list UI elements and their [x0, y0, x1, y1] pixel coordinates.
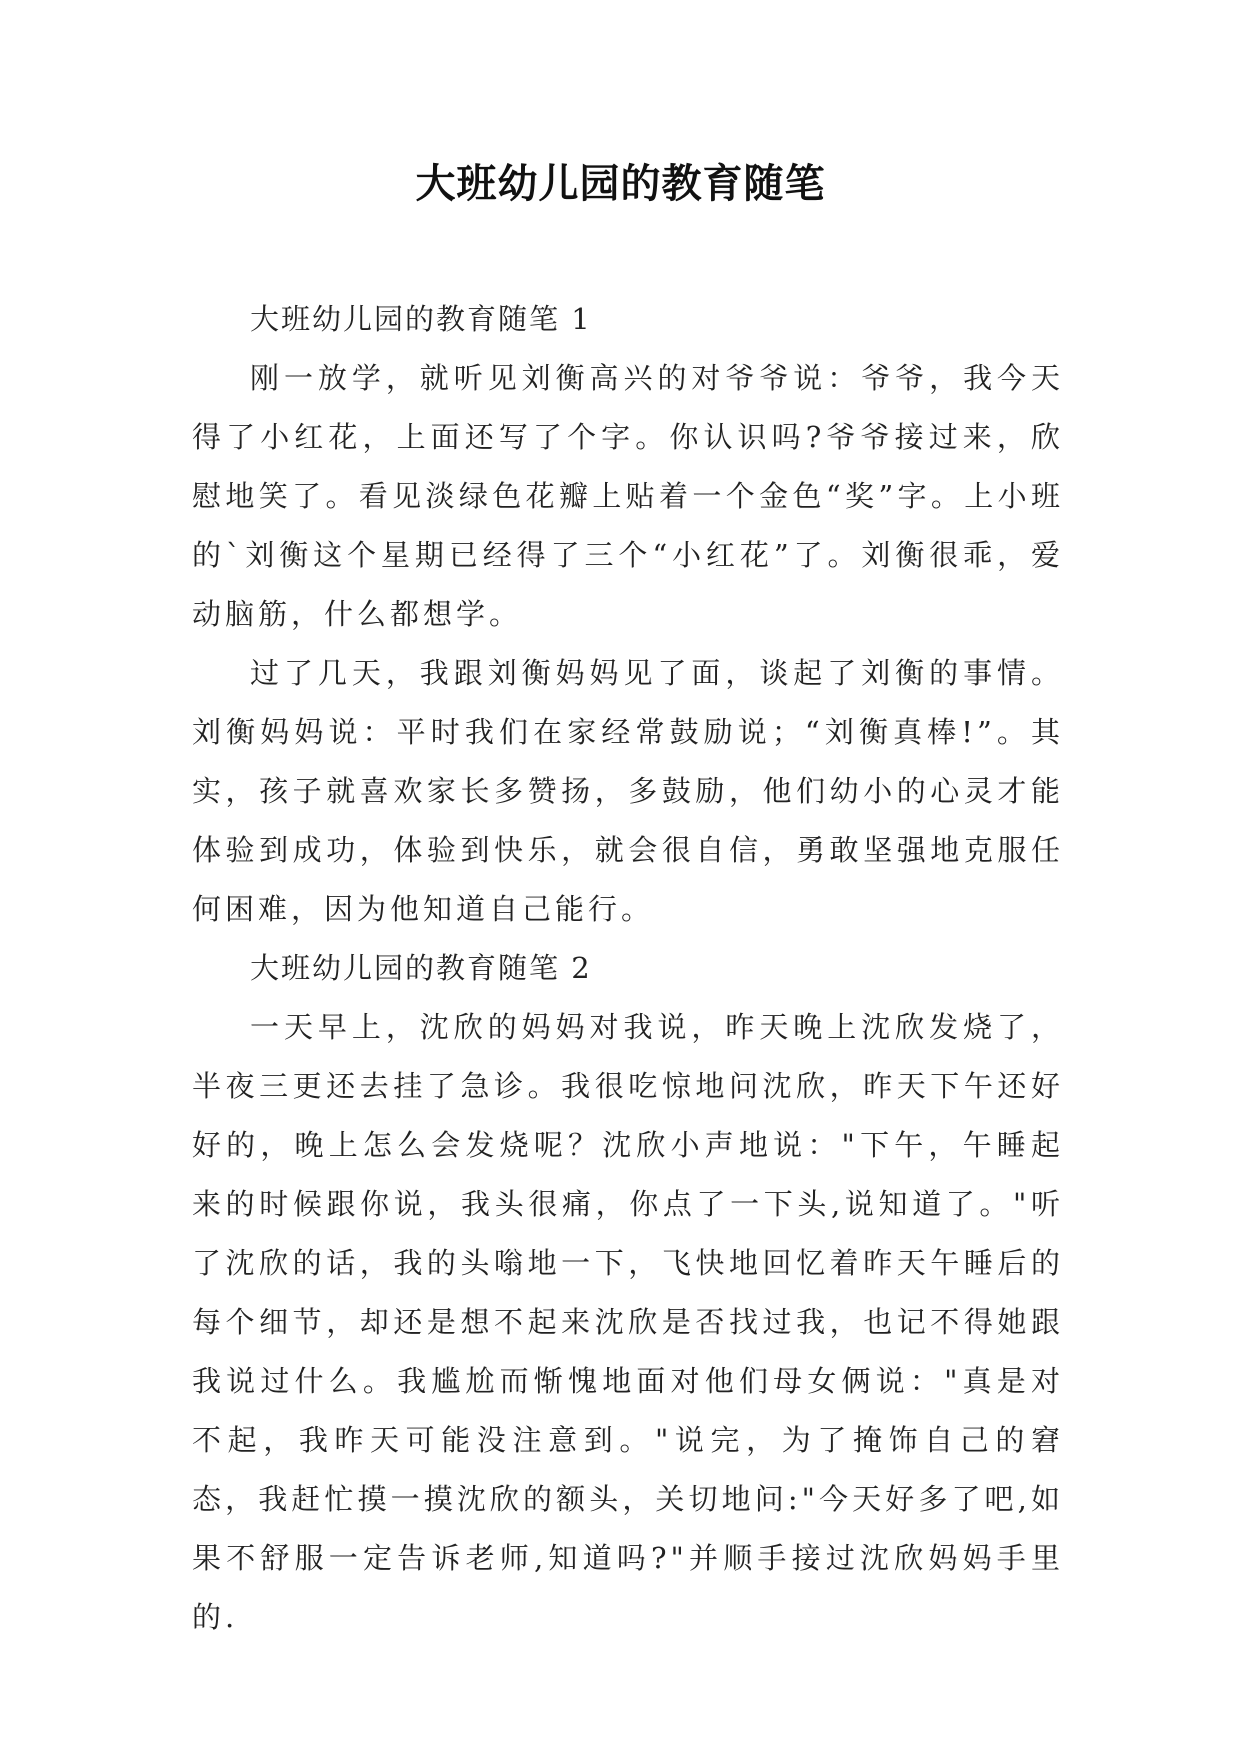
section-heading-2: 大班幼儿园的教育随笔 2 [250, 951, 592, 985]
paragraph: 过了几天，我跟刘衡妈妈见了面，谈起了刘衡的事情。刘衡妈妈说：平时我们在家经常鼓励说；“刘衡真棒!”。其实，孩子就喜欢家长多赞扬，多鼓励，他们幼小的心灵才能体验到成功，体验到快乐，就会很自信，勇敢坚强地克服任何困难，因为他知道自己能行。 [192, 656, 1064, 926]
paragraph: 一天早上，沈欣的妈妈对我说，昨天晚上沈欣发烧了，半夜三更还去挂了急诊。我很吃惊地问沈欣，昨天下午还好好的，晚上怎么会发烧呢？沈欣小声地说："下午，午睡起来的时候跟你说，我头很痛，你点了一下头,说知道了。"听了沈欣的话，我的头嗡地一下，飞快地回忆着昨天午睡后的每个细节，却还是想不起来沈欣是否找过我，也记不得她跟我说过什么。我尴尬而惭愧地面对他们母女俩说："真是对不起，我昨天可能没注意到。"说完，为了掩饰自己的窘态，我赶忙摸一摸沈欣的额头，关切地问:"今天好多了吧,如果不舒服一定告诉老师,知道吗?"并顺手接过沈欣妈妈手里的. [192, 1010, 1064, 1634]
section-heading-1: 大班幼儿园的教育随笔 1 [250, 302, 592, 336]
paragraph: 刚一放学，就听见刘衡高兴的对爷爷说：爷爷，我今天得了小红花，上面还写了个字。你认识吗?爷爷接过来，欣慰地笑了。看见淡绿色花瓣上贴着一个金色“奖”字。上小班的`刘衡这个星期已经得了三个“小红花”了。刘衡很乖，爱动脑筋，什么都想学。 [192, 361, 1064, 631]
document-body [192, 290, 1064, 1647]
page-title: 大班幼儿园的教育随笔 [415, 161, 826, 207]
